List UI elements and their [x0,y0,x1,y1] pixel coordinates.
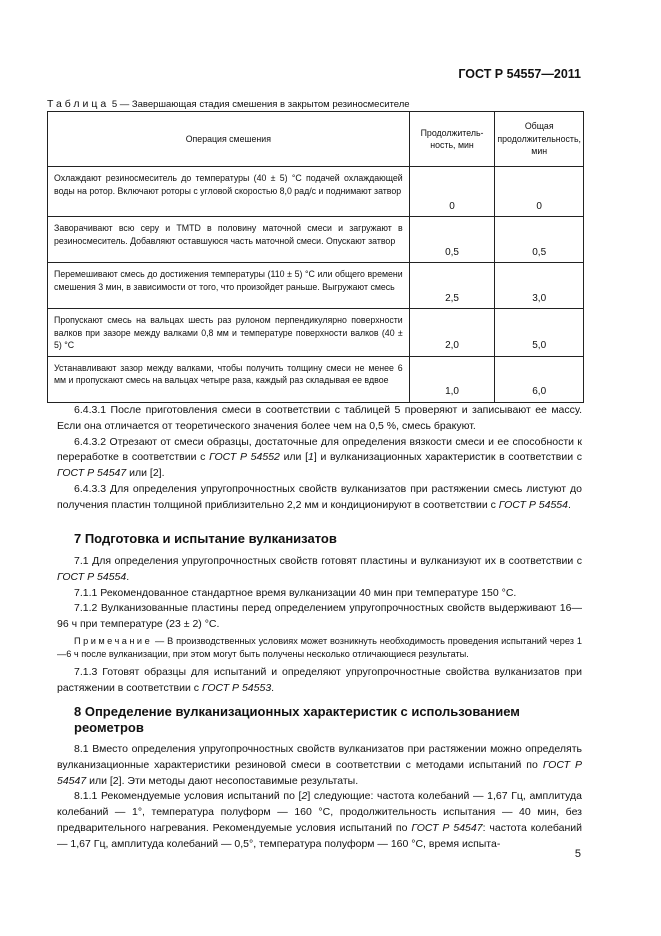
standard-reference: ГОСТ Р 54554 [57,570,127,583]
operation-cell: Охлаждают резиносмеситель до температуры (40 ± 5) °С подачей охлаждающей воды на ротор. Включают роторы с угловой скоростью 8,0 рад/с и поднимают затвор [48,167,410,217]
section-8-heading: 8 Определение вулканизационных характеристик с использованием реометров [74,704,520,735]
duration-cell: 1,0 [409,356,495,402]
column-header-operation: Операция смешения [48,112,410,167]
standard-reference: ГОСТ Р 54547 [57,467,127,480]
total-cell: 0 [495,167,584,217]
note: Примечание — В производственных условиях может возникнуть необходимость проведения испытаний через 1—6 ч после вулканизации, при этом могут быть получены несколько отличающиеся результаты. [57,635,582,660]
duration-cell: 2,5 [409,263,495,309]
section-6-4-3 [57,403,582,514]
table-row [48,217,584,263]
note-label: Примечание [74,635,153,646]
paragraph-7-1: 7.1 Для определения упругопрочностных свойств готовят пластины и вулканизуют их в соответствии с ГОСТ Р 54554. [57,555,582,583]
operation-cell: Перемешивают смесь до достижения температуры (110 ± 5) °С или общего времени смешения 3 мин, в зависимости от того, что произойдет раньше. Выгружают смесь [48,263,410,309]
paragraph-7-1-3: 7.1.3 Готовят образцы для испытаний и определяют упругопрочностные свойства вулканизатов при растяжении в соответствии с ГОСТ Р 54553. [57,665,582,694]
paragraph-6-4-3-3: 6.4.3.3 Для определения упругопрочностных свойств вулканизатов при растяжении смесь листуют до получения пластин толщиной приблизительно 2,2 мм и кондиционируют в соответствии с ГОСТ Р 54554. [57,482,582,511]
table-header-row [48,112,584,167]
section-7-heading: 7 Подготовка и испытание вулканизатов [74,531,337,546]
section-8 [57,742,582,853]
paragraph-6-4-3-2: 6.4.3.2 Отрезают от смеси образцы, достаточные для определения вязкости смеси и ее способности к переработке в соответствии с ГОСТ Р 54552 или [1] и вулканизационных характеристик в соответствии с ГОСТ Р 54547 или [2]. [57,435,582,480]
operation-cell: Устанавливают зазор между валками, чтобы получить толщину смеси не менее 6 мм и пропускают смесь на вальцах четыре раза, каждый раз складывая ее вдвое [48,356,410,402]
standard-reference: ГОСТ Р 54547 [57,758,582,787]
table-row [48,309,584,357]
total-cell: 5,0 [495,309,584,357]
standard-reference: ГОСТ Р 54553 [201,681,272,694]
paragraph-7-1-1: 7.1.1 Рекомендованное стандартное время вулканизации 40 мин при температуре 150 °С. [74,586,517,599]
paragraph-8-1: 8.1 Вместо определения упругопрочностных свойств вулканизатов при растяжении можно определять вулканизационные характеристики резиновой смеси в соответствии с методами испытаний по ГОСТ Р 54547 или [2]. Эти методы дают несопоставимые результаты. [57,743,582,787]
table-row [48,356,584,402]
duration-cell: 2,0 [409,309,495,357]
mixing-table [47,111,584,403]
section-7 [57,554,582,697]
paragraph-8-1-1: 8.1.1 Рекомендуемые условия испытаний по [2] следующие: частота колебаний — 1,67 Гц, амплитуда колебаний — 1°, температура полуформ — 160 °С, продолжительность испытания — 40 мин, без предварительного нагревания. Рекомендуемые условия испытаний по ГОСТ Р 54547: частота колебаний — 1,67 Гц, амплитуда колебаний — 0,5°, температура полуформ — 160 °С, время испыта- [57,790,583,850]
duration-cell: 0 [409,167,495,217]
table-caption-text: 5 — Завершающая стадия смешения в закрытом резиносмесителе [111,99,410,110]
total-cell: 0,5 [495,217,584,263]
table-row [48,263,584,309]
bibliography-reference: 2 [301,790,308,803]
column-header-duration: Продолжитель-ность, мин [409,112,495,167]
paragraph-6-4-3-1: 6.4.3.1 После приготовления смеси в соответствии с таблицей 5 проверяют и записывают ее массу. Если она отличается от теоретического значения более чем на 0,5 %, смесь бракуют. [57,404,582,432]
total-cell: 6,0 [495,356,584,402]
standard-reference: ГОСТ Р 54547 [411,821,483,834]
table-caption [47,98,410,110]
standard-reference: ГОСТ Р 54552 [209,451,280,464]
duration-cell: 0,5 [409,217,495,263]
standard-reference: ГОСТ Р 54554 [498,498,568,511]
document-code: ГОСТ Р 54557—2011 [458,67,581,81]
paragraph-7-1-2: 7.1.2 Вулканизованные пластины перед определением упругопрочностных свойств выдерживают 16—96 ч при температуре (23 ± 2) °С. [57,602,582,631]
page-number: 5 [574,848,581,860]
table-row [48,167,584,217]
operation-cell: Пропускают смесь на вальцах шесть раз рулоном перпендикулярно поверхности валков при зазоре между валками 0,8 мм и температуре поверхности валков (40 ± 5) °С [48,309,410,357]
operation-cell: Заворачивают всю серу и TMTD в половину маточной смеси и загружают в резиносмеситель. Добавляют оставшуюся часть маточной смеси. Опускают затвор [48,217,410,263]
bibliography-reference: 1 [308,451,314,464]
table-caption-word: Таблица [47,98,110,110]
column-header-total: Общая продолжительность, мин [495,112,584,167]
total-cell: 3,0 [495,263,584,309]
